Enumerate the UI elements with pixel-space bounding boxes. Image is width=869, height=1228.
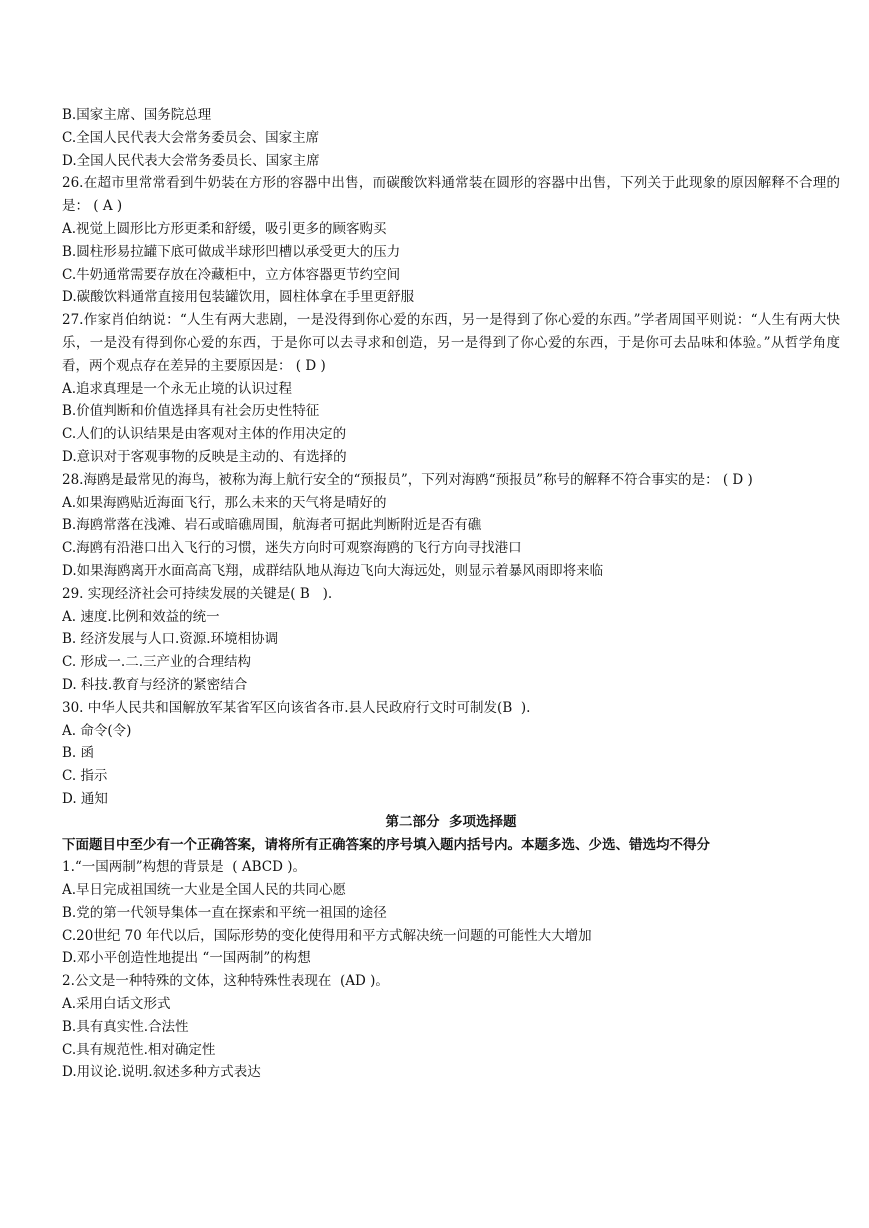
m2-option-d: D.用议论.说明.叙述多种方式表达 (62, 1064, 261, 1081)
q27-option-a: A.追求真理是一个永无止境的认识过程 (62, 380, 293, 397)
q25-option-c: C.全国人民代表大会常务委员会、国家主席 (62, 129, 320, 146)
q29-option-a: A. 速度.比例和效益的统一 (62, 608, 220, 625)
q29-option-d: D. 科技.教育与经济的紧密结合 (62, 676, 248, 693)
q29-stem: 29. 实现经济社会可持续发展的关键是( B ). (62, 585, 333, 602)
m2-option-a: A.采用白话文形式 (62, 996, 171, 1013)
document-body (62, 104, 840, 1084)
m1-stem: 1.“一国两制”构想的背景是 ( ABCD )。 (62, 859, 306, 876)
m1-option-a: A.早日完成祖国统一大业是全国人民的共同心愿 (62, 882, 347, 899)
q26-option-d: D.碳酸饮料通常直接用包装罐饮用，圆柱体拿在手里更舒服 (62, 289, 415, 306)
q25-option-d: D.全国人民代表大会常务委员长、国家主席 (62, 152, 320, 169)
q26-option-b: B.圆柱形易拉罐下底可做成半球形凹槽以承受更大的压力 (62, 243, 401, 260)
m1-option-d: D.邓小平创造性地提出 “一国两制”的构想 (62, 950, 311, 967)
q27-option-d: D.意识对于客观事物的反映是主动的、有选择的 (62, 448, 347, 465)
q29-option-b: B. 经济发展与人口.资源.环境相协调 (62, 631, 279, 648)
q27-option-c: C.人们的认识结果是由客观对主体的作用决定的 (62, 426, 347, 443)
q27-stem: 27.作家肖伯纳说：“人生有两大悲剧，一是没得到你心爱的东西，另一是得到了你心爱的东西。”学者周国平则说：“人生有两大快乐，一是没有得到你心爱的东西，于是你可以去寻求和创造，另一是得到了你心爱的东西，于是你可去品味和体验。”从哲学角度看，两个观点存在差异的主要原因是： ( D ) (62, 312, 840, 374)
q28-option-c: C.海鸥有沿港口出入飞行的习惯，迷失方向时可观察海鸥的飞行方向寻找港口 (62, 540, 522, 557)
m1-option-b: B.党的第一代领导集体一直在探索和平统一祖国的途径 (62, 904, 387, 921)
m1-option-c: C.20世纪 70 年代以后，国际形势的变化使得用和平方式解决统一问题的可能性大大增加 (62, 927, 592, 944)
section-2-instruction: 下面题目中至少有一个正确答案，请将所有正确答案的序号填入题内括号内。本题多选、少选、错选均不得分 (62, 836, 710, 853)
q28-option-b: B.海鸥常落在浅滩、岩石或暗礁周围，航海者可据此判断附近是否有礁 (62, 517, 482, 534)
m2-stem: 2.公文是一种特殊的文体，这种特殊性表现在 (AD )。 (62, 973, 389, 990)
m2-option-c: C.具有规范性.相对确定性 (62, 1041, 216, 1058)
q25-option-b: B.国家主席、国务院总理 (62, 107, 212, 123)
m2-option-b: B.具有真实性.合法性 (62, 1018, 189, 1035)
q30-stem: 30. 中华人民共和国解放军某省军区向该省各市.县人民政府行文时可制发(B ). (62, 699, 531, 716)
q30-option-d: D. 通知 (62, 790, 108, 807)
q30-option-c: C. 指示 (62, 768, 108, 785)
q26-stem: 26.在超市里常常看到牛奶装在方形的容器中出售，而碳酸饮料通常装在圆形的容器中出售，下列关于此现象的原因解释不合理的是： ( A ) (62, 175, 840, 215)
q26-option-a: A.视觉上圆形比方形更柔和舒缓，吸引更多的顾客购买 (62, 220, 387, 237)
q28-option-d: D.如果海鸥离开水面高高飞翔，成群结队地从海边飞向大海远处，则显示着暴风雨即将来临 (62, 562, 604, 579)
q30-option-a: A. 命令(令) (62, 722, 132, 739)
section-2-title: 第二部分 多项选择题 (385, 813, 517, 830)
q28-option-a: A.如果海鸥贴近海面飞行，那么未来的天气将是晴好的 (62, 494, 387, 511)
q29-option-c: C. 形成一.二.三产业的合理结构 (62, 654, 252, 671)
q26-option-c: C.牛奶通常需要存放在冷藏柜中，立方体容器更节约空间 (62, 266, 401, 283)
q27-option-b: B.价值判断和价值选择具有社会历史性特征 (62, 403, 320, 420)
q30-option-b: B. 函 (62, 745, 95, 762)
q28-stem: 28.海鸥是最常见的海鸟，被称为海上航行安全的“预报员”，下列对海鸥“预报员”称号的解释不符合事实的是： ( D ) (62, 471, 753, 488)
